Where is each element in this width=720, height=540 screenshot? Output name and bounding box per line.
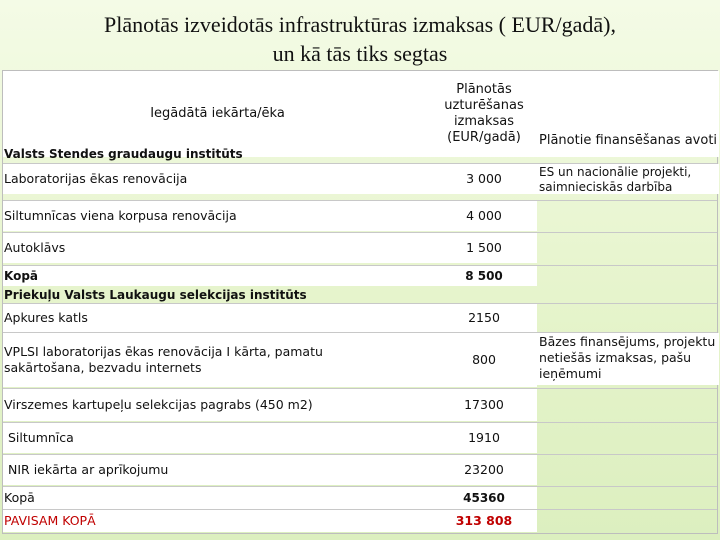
section2-total-label: Kopā — [3, 487, 431, 509]
section1-name: Valsts Stendes graudaugu institūts — [4, 147, 243, 161]
row-cost: 1 500 — [431, 233, 537, 263]
page-title — [0, 10, 720, 68]
section2-total-value: 45360 — [431, 487, 537, 509]
row-item: Autoklāvs — [3, 233, 431, 263]
table-row — [3, 423, 717, 453]
header-cost: Plānotās uzturēšanas izmaksas (EUR/gadā) — [431, 71, 537, 157]
row-item: Siltumnīcas viena korpusa renovācija — [3, 201, 431, 231]
section2-total-row — [3, 487, 717, 509]
row-cost: 800 — [431, 333, 537, 387]
row-cost: 3 000 — [431, 164, 537, 194]
row-item: Apkures katls — [3, 304, 431, 332]
title-line-1: Plānotās izveidotās infrastruktūras izmaksas ( EUR/gadā), — [104, 12, 616, 37]
title-line-2: un kā tās tiks segtas — [272, 41, 448, 66]
section2-financing: Bāzes finansējums, projektu netiešās izmaksas, pašu ieņēmumi — [537, 333, 719, 385]
section1-total-row — [3, 266, 717, 286]
section2-name: Priekuļu Valsts Laukaugu selekcijas institūts — [4, 287, 307, 302]
grand-total-row — [3, 510, 717, 532]
table-row — [3, 455, 717, 485]
cost-table — [2, 70, 718, 534]
row-cost: 4 000 — [431, 201, 537, 231]
header-financing: Plānotie finansēšanas avoti — [537, 71, 719, 157]
row-cost: 17300 — [431, 389, 537, 421]
section1-total-label: Kopā — [3, 266, 431, 286]
table-row — [3, 389, 717, 421]
row-item: VPLSI laboratorijas ēkas renovācija I kārta, pamatu sakārtošana, bezvadu internets — [3, 333, 431, 387]
grand-total-value: 313 808 — [431, 510, 537, 532]
row-cost: 1910 — [431, 423, 537, 453]
row-item: Virszemes kartupeļu selekcijas pagrabs (450 m2) — [3, 389, 431, 421]
section1-financing: ES un nacionālie projekti, saimnieciskās darbība — [537, 164, 719, 194]
row-cost: 23200 — [431, 455, 537, 485]
row-item: Laboratorijas ēkas renovācija — [3, 164, 431, 194]
table-row — [3, 233, 717, 263]
row-item: NIR iekārta ar aprīkojumu — [3, 455, 431, 485]
row-item: Siltumnīca — [3, 423, 431, 453]
header-equipment: Iegādātā iekārta/ēka — [3, 71, 431, 157]
section1-total-value: 8 500 — [431, 266, 537, 286]
grand-total-label: PAVISAM KOPĀ — [3, 510, 431, 532]
table-row — [3, 304, 717, 332]
row-cost: 2150 — [431, 304, 537, 332]
table-row — [3, 201, 717, 231]
